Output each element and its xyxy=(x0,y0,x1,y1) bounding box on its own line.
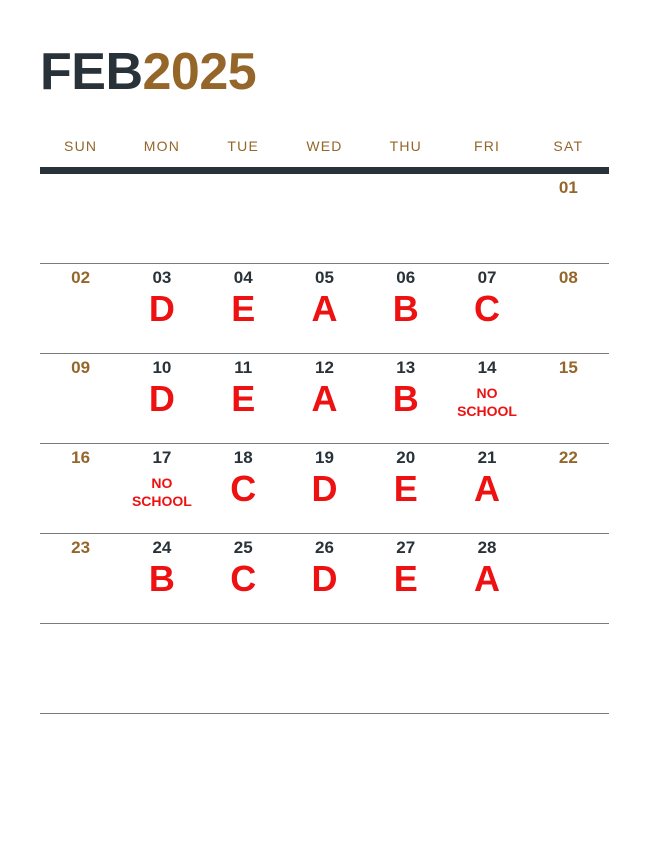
day-cell xyxy=(203,264,284,353)
day-cell xyxy=(446,174,527,263)
day-cell xyxy=(528,264,609,353)
rotation-day-letter: E xyxy=(231,378,256,419)
rotation-day-letter: B xyxy=(392,288,419,329)
rotation-day-letter: B xyxy=(392,378,419,419)
week-row xyxy=(40,174,609,264)
rotation-day-letter: D xyxy=(148,288,175,329)
day-number: 05 xyxy=(315,268,334,287)
day-cell xyxy=(40,354,121,443)
day-cell xyxy=(365,174,446,263)
day-number: 09 xyxy=(71,358,91,377)
day-cell xyxy=(284,534,365,623)
weekday-header-row xyxy=(40,138,609,154)
weekday-tue: TUE xyxy=(227,138,259,154)
day-cell xyxy=(284,174,365,263)
day-cell xyxy=(365,264,446,353)
day-cell xyxy=(40,624,121,713)
rotation-day-letter: D xyxy=(148,378,175,419)
day-number: 23 xyxy=(71,538,91,557)
day-number: 11 xyxy=(234,358,253,377)
day-number: 02 xyxy=(71,268,91,287)
day-cell xyxy=(121,174,202,263)
day-cell xyxy=(121,624,202,713)
day-number: 01 xyxy=(558,178,578,197)
day-cell xyxy=(203,444,284,533)
week-row xyxy=(40,534,609,624)
day-number: 14 xyxy=(477,358,497,377)
day-cell xyxy=(446,444,527,533)
calendar-title xyxy=(40,44,256,100)
calendar-grid xyxy=(40,174,609,714)
no-school-note: NO SCHOOL xyxy=(457,385,517,419)
weekday-wed: WED xyxy=(306,138,343,154)
rotation-day-letter: A xyxy=(474,558,501,599)
rotation-day-letter: B xyxy=(148,558,175,599)
rotation-day-letter: C xyxy=(230,468,257,509)
rotation-day-letter: C xyxy=(474,288,501,329)
day-cell xyxy=(284,264,365,353)
rotation-day-letter: D xyxy=(311,558,338,599)
day-cell xyxy=(203,624,284,713)
day-number: 20 xyxy=(396,448,416,467)
day-number: 21 xyxy=(477,448,497,467)
day-cell xyxy=(365,354,446,443)
day-number: 15 xyxy=(558,358,578,377)
day-cell xyxy=(446,354,527,443)
header-divider xyxy=(40,167,609,174)
day-cell xyxy=(284,444,365,533)
rotation-day-letter: E xyxy=(231,288,256,329)
weekday-fri: FRI xyxy=(473,138,501,154)
weekday-mon: MON xyxy=(143,138,181,154)
day-cell xyxy=(121,534,202,623)
day-cell xyxy=(446,624,527,713)
week-row xyxy=(40,444,609,534)
day-cell xyxy=(121,444,202,533)
day-cell xyxy=(365,624,446,713)
day-cell xyxy=(365,534,446,623)
day-number: 22 xyxy=(558,448,578,467)
day-cell xyxy=(446,264,527,353)
day-cell xyxy=(40,534,121,623)
day-cell xyxy=(203,354,284,443)
day-cell xyxy=(528,444,609,533)
day-number: 24 xyxy=(152,538,172,557)
day-number: 10 xyxy=(152,358,172,377)
year-label: 2025 xyxy=(142,43,257,101)
rotation-day-letter: A xyxy=(474,468,501,509)
day-cell xyxy=(40,444,121,533)
day-number: 16 xyxy=(71,448,91,467)
day-cell xyxy=(446,534,527,623)
rotation-day-letter: D xyxy=(311,468,338,509)
day-number: 08 xyxy=(558,268,578,287)
day-number: 26 xyxy=(315,538,334,557)
weekday-sat: SAT xyxy=(553,138,584,154)
rotation-day-letter: E xyxy=(393,558,418,599)
day-cell xyxy=(528,534,609,623)
day-number: 25 xyxy=(233,538,253,557)
day-cell xyxy=(284,624,365,713)
day-cell xyxy=(203,174,284,263)
week-row xyxy=(40,624,609,714)
day-number: 12 xyxy=(315,358,334,377)
day-cell xyxy=(40,174,121,263)
day-cell xyxy=(528,174,609,263)
day-cell xyxy=(203,534,284,623)
day-number: 06 xyxy=(396,268,416,287)
week-row xyxy=(40,354,609,444)
day-cell xyxy=(528,624,609,713)
day-number: 07 xyxy=(477,268,497,287)
month-label: FEB xyxy=(40,43,143,101)
rotation-day-letter: C xyxy=(230,558,257,599)
day-number: 13 xyxy=(396,358,416,377)
day-number: 03 xyxy=(152,268,172,287)
weekday-sun: SUN xyxy=(64,138,98,154)
day-cell xyxy=(284,354,365,443)
day-number: 27 xyxy=(396,538,416,557)
day-number: 28 xyxy=(477,538,497,557)
day-number: 19 xyxy=(315,448,334,467)
day-cell xyxy=(365,444,446,533)
day-number: 04 xyxy=(233,268,253,287)
week-row xyxy=(40,264,609,354)
day-number: 18 xyxy=(233,448,253,467)
day-number: 17 xyxy=(152,448,172,467)
day-cell xyxy=(528,354,609,443)
weekday-thu: THU xyxy=(389,138,422,154)
no-school-note: NO SCHOOL xyxy=(131,475,192,509)
day-cell xyxy=(121,264,202,353)
rotation-day-letter: E xyxy=(393,468,418,509)
rotation-day-letter: A xyxy=(311,288,338,329)
rotation-day-letter: A xyxy=(311,378,338,419)
day-cell xyxy=(40,264,121,353)
day-cell xyxy=(121,354,202,443)
